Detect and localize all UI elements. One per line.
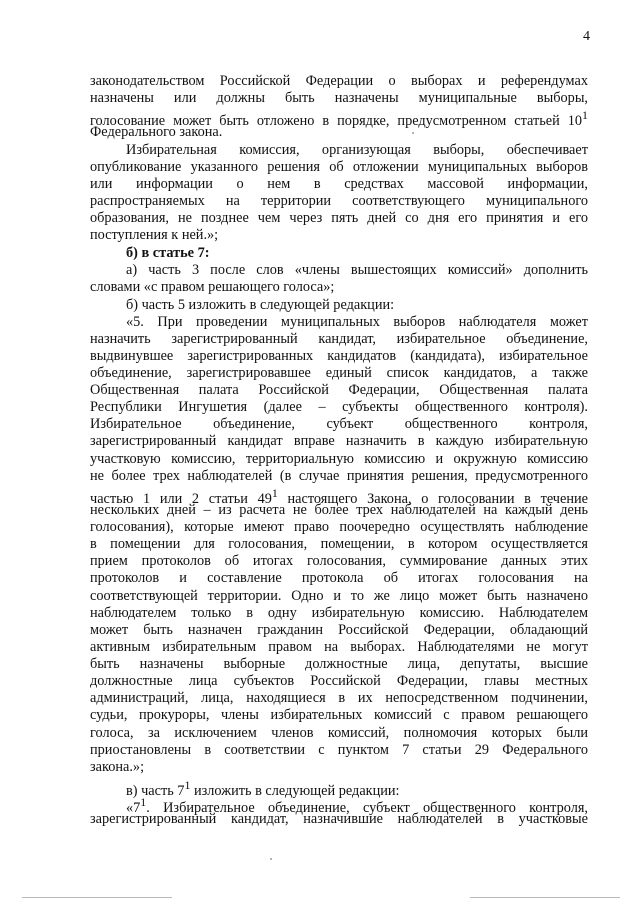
text-line: «$7^1$. Избирательное объединение, субъект общественного контроля, xyxy=(126,795,588,816)
text-line: опубликование указанного решения об отложении муниципальных выборов xyxy=(90,159,588,175)
text-line: протоколов и составление протокола об итогах голосования на xyxy=(90,570,588,586)
text-line: назначить зарегистрированный кандидат, избирательное объединение, xyxy=(90,331,588,347)
scan-speck xyxy=(270,858,272,860)
text-line: б) в статье 7: xyxy=(126,245,210,261)
text-line: голосования), которые имеют право поочередно осуществлять наблюдение xyxy=(90,519,588,535)
text-line: Общественная палата Российской Федерации, Общественная палата xyxy=(90,382,588,398)
text-line: или информации о нем в средствах массовой информации, xyxy=(90,176,588,192)
text-line: частью 1 или 2 статьи $49^1$ настоящего Закона, о голосовании в течение xyxy=(90,486,588,507)
text-line: должностные лица субъектов Российской Федерации, главы местных xyxy=(90,673,588,689)
text-line: активным избирательным правом на выборах. Наблюдателями не могут xyxy=(90,639,588,655)
text-line: словами «с правом решающего голоса»; xyxy=(90,279,335,295)
scan-edge-mark xyxy=(470,897,620,898)
text-line: назначены или должны быть назначены муниципальные выборы, xyxy=(90,90,588,106)
text-line: прием протоколов об итогах голосования, суммирование данных этих xyxy=(90,553,588,569)
text-line: «5. При проведении муниципальных выборов наблюдателя может xyxy=(126,314,588,330)
text-line: в) часть $7^1$ изложить в следующей редакции: xyxy=(126,778,400,799)
text-line: не более трех наблюдателей (в случае принятия решения, предусмотренного xyxy=(90,468,588,484)
text-line: Избирательное объединение, субъект общественного контроля, xyxy=(90,416,588,432)
text-line: Федерального закона. xyxy=(90,124,223,140)
text-line: зарегистрированный кандидат вправе назначить в каждую избирательную xyxy=(90,433,588,449)
text-line: в помещении для голосования, помещении, в котором осуществляется xyxy=(90,536,588,552)
text-line: поступления к ней.»; xyxy=(90,227,219,243)
text-line: нескольких дней – из расчета не более трех наблюдателей на каждый день xyxy=(90,502,588,518)
text-line: Избирательная комиссия, организующая выборы, обеспечивает xyxy=(126,142,588,158)
text-line: наблюдателем только в одну избирательную комиссию. Наблюдателем xyxy=(90,605,588,621)
text-line: а) часть 3 после слов «члены вышестоящих комиссий» дополнить xyxy=(126,262,588,278)
text-line: объединение, зарегистрировавшее единый список кандидатов, а также xyxy=(90,365,588,381)
text-line: закона.»; xyxy=(90,759,145,775)
text-line: приостановлены в соответствии с пунктом 7 статьи 29 Федерального xyxy=(90,742,588,758)
text-line: голосование может быть отложено в порядке, предусмотренном статьей $10^1$ xyxy=(90,108,588,129)
text-line: администраций, лица, находящиеся в их непосредственном подчинении, xyxy=(90,690,588,706)
text-line: законодательством Российской Федерации о выборах и референдумах xyxy=(90,73,588,89)
text-line: голоса, за исключением членов комиссий, полномочия которых были xyxy=(90,725,588,741)
text-line: соответствующей территории. Одно и то же лицо может быть назначено xyxy=(90,588,588,604)
text-line: образования, не позднее чем через пять дней со дня его принятия и его xyxy=(90,210,588,226)
text-line: распространяемых на территории соответствующего муниципального xyxy=(90,193,588,209)
page-number: 4 xyxy=(583,29,590,44)
text-line: выдвинувшее зарегистрированных кандидатов (кандидата), избирательное xyxy=(90,348,588,364)
text-line: быть назначены выборные должностные лица, депутаты, высшие xyxy=(90,656,588,672)
scan-speck xyxy=(412,132,414,134)
scan-edge-mark xyxy=(22,897,172,898)
text-line: б) часть 5 изложить в следующей редакции: xyxy=(126,297,395,313)
text-line: Республики Ингушетия (далее – субъекты общественного контроля). xyxy=(90,399,588,415)
text-line: участковую комиссию, территориальную комиссию и окружную комиссию xyxy=(90,451,588,467)
text-line: зарегистрированный кандидат, назначившие наблюдателей в участковые xyxy=(90,811,588,827)
text-line: судьи, прокуроры, члены избирательных комиссий с правом решающего xyxy=(90,707,588,723)
text-line: может быть назначен гражданин Российской Федерации, обладающий xyxy=(90,622,588,638)
